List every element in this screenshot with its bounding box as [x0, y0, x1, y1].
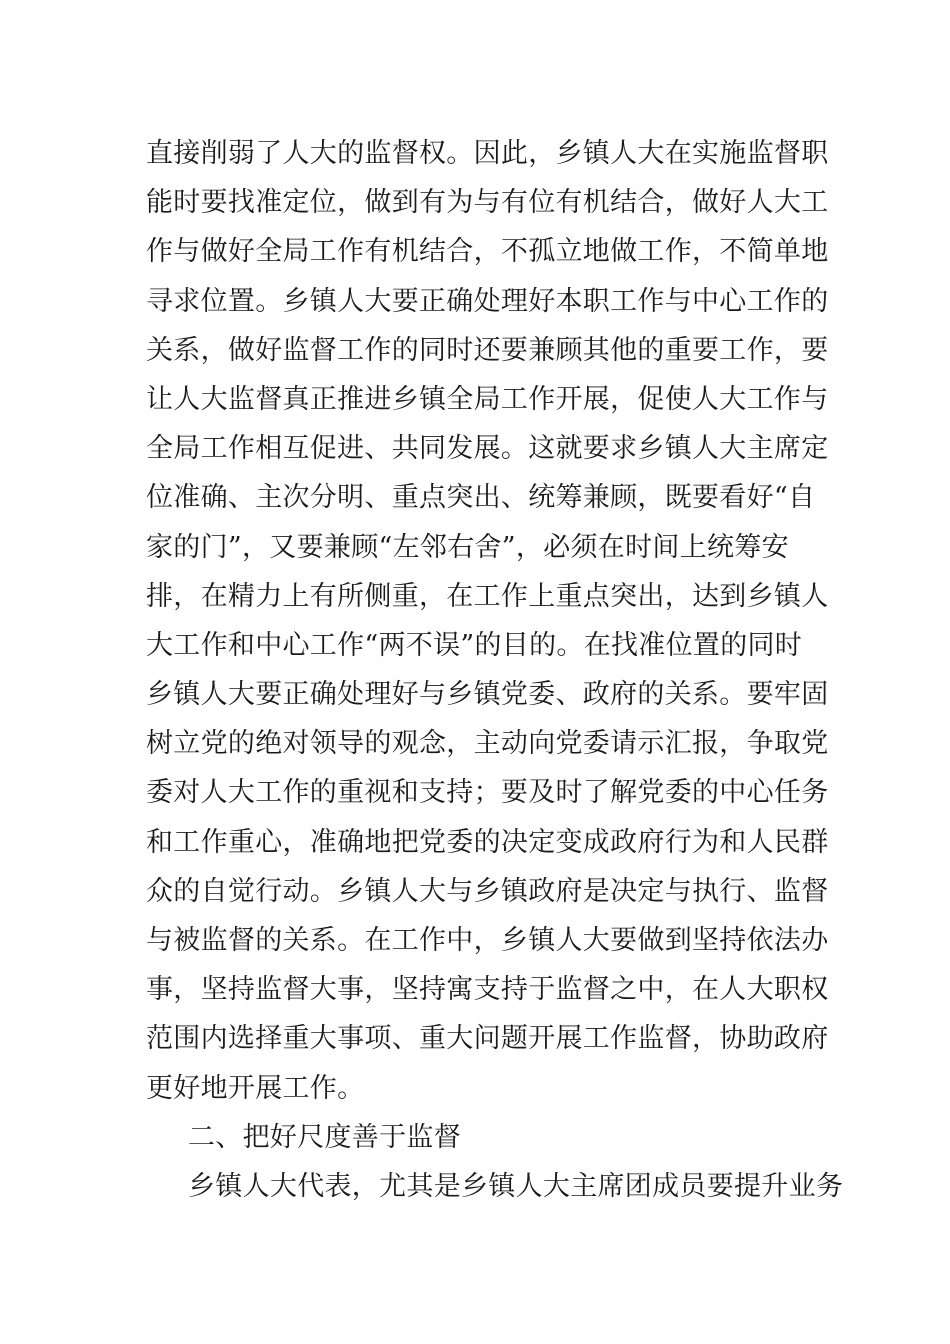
text-line: 关系，做好监督工作的同时还要兼顾其他的重要工作，要	[146, 334, 829, 366]
text-line: 范围内选择重大事项、重大问题开展工作监督，协助政府	[146, 1023, 829, 1055]
text-line: 排，在精力上有所侧重，在工作上重点突出，达到乡镇人	[146, 580, 829, 612]
text-line: 能时要找准定位，做到有为与有位有机结合，做好人大工	[146, 187, 829, 219]
text-line: 与被监督的关系。在工作中，乡镇人大要做到坚持依法办	[146, 925, 829, 956]
paragraph-2	[146, 1167, 846, 1216]
text-line: 直接削弱了人大的监督权。因此，乡镇人大在实施监督职	[146, 138, 829, 169]
text-line: 众的自觉行动。乡镇人大与乡镇政府是决定与执行、监督	[146, 875, 829, 907]
section-heading: 二、把好尺度善于监督	[188, 1121, 461, 1153]
text-line: 乡镇人大要正确处理好与乡镇党委、政府的关系。要牢固	[146, 679, 829, 711]
text-line: 委对人大工作的重视和支持；要及时了解党委的中心任务	[146, 777, 829, 809]
text-line: 让人大监督真正推进乡镇全局工作开展，促使人大工作与	[146, 383, 829, 415]
text-line: 家的门”，又要兼顾“左邻右舍”，必须在时间上统筹安	[146, 531, 789, 563]
text-line: 事，坚持监督大事，坚持寓支持于监督之中，在人大职权	[146, 974, 829, 1006]
text-line: 全局工作相互促进、共同发展。这就要求乡镇人大主席定	[146, 433, 829, 465]
text-line: 和工作重心，准确地把党委的决定变成政府行为和人民群	[146, 826, 829, 858]
text-line: 寻求位置。乡镇人大要正确处理好本职工作与中心工作的	[146, 285, 829, 317]
text-line: 更好地开展工作。	[146, 1072, 365, 1104]
text-line: 位准确、主次分明、重点突出、统筹兼顾，既要看好“自	[146, 482, 816, 514]
text-line: 树立党的绝对领导的观念，主动向党委请示汇报，争取党	[146, 728, 829, 760]
paragraph-1	[146, 134, 846, 1118]
text-line: 乡镇人大代表，尤其是乡镇人大主席团成员要提升业务	[188, 1170, 844, 1202]
body-text	[146, 134, 846, 1216]
text-line: 大工作和中心工作“两不误”的目的。在找准位置的同时	[146, 629, 803, 661]
text-line: 作与做好全局工作有机结合，不孤立地做工作，不简单地	[146, 236, 829, 268]
